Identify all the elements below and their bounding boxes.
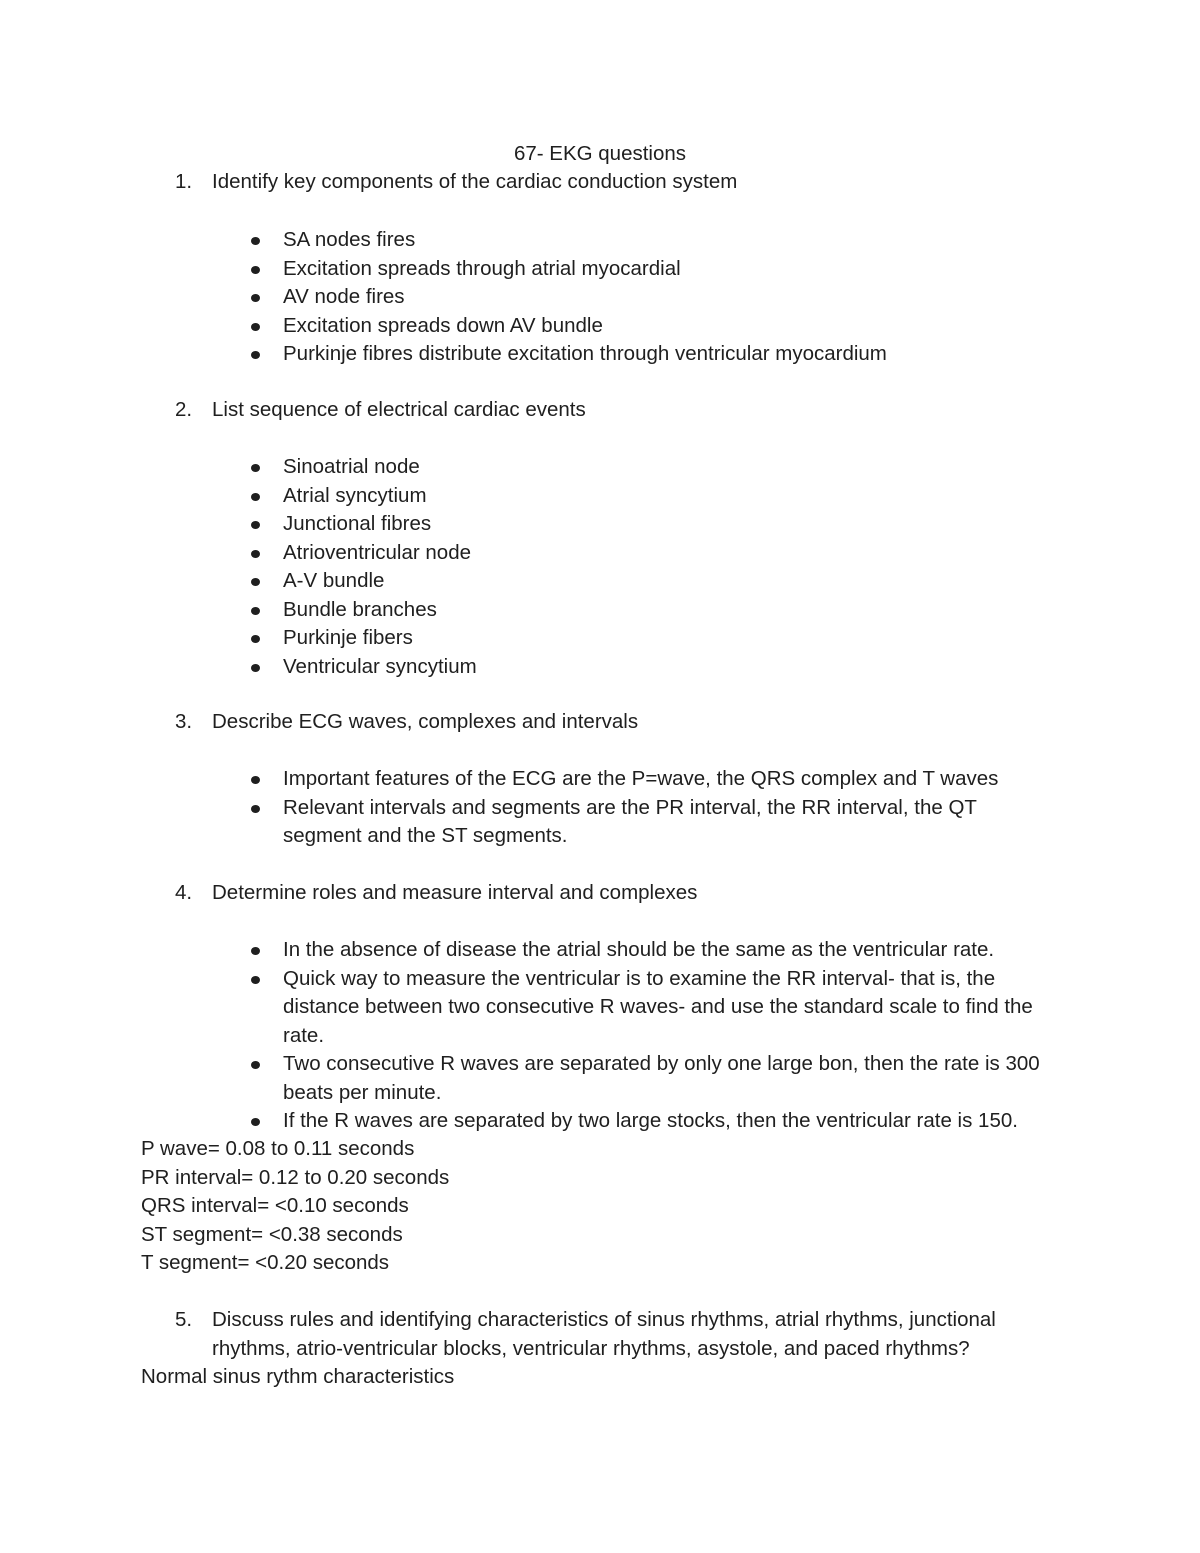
bullet-icon xyxy=(251,464,260,472)
bullet-icon xyxy=(251,1061,260,1069)
bullet-icon xyxy=(251,521,260,529)
list-item: Important features of the ECG are the P=wave, the QRS complex and T waves xyxy=(245,765,1045,794)
bullet-icon xyxy=(251,776,260,784)
document-title: 67- EKG questions xyxy=(513,142,687,165)
list-item: Ventricular syncytium xyxy=(245,653,1045,682)
list-item: Relevant intervals and segments are the PR interval, the RR interval, the QT segment and the ST segments. xyxy=(245,794,1045,851)
list-item: Atrial syncytium xyxy=(245,482,1045,511)
list-item: Purkinje fibres distribute excitation through ventricular myocardium xyxy=(245,340,1045,369)
question-number: 3. xyxy=(175,710,193,733)
question-number: 2. xyxy=(175,398,193,421)
bullet-icon xyxy=(251,607,260,615)
bullet-icon xyxy=(251,635,260,643)
bullet-icon xyxy=(251,578,260,586)
bullet-icon xyxy=(251,237,260,245)
list-item: AV node fires xyxy=(245,283,1045,312)
bullet-icon xyxy=(251,351,260,359)
bullet-icon xyxy=(251,550,260,558)
list-item: Excitation spreads through atrial myocardial xyxy=(245,255,1045,284)
bullet-icon xyxy=(251,493,260,501)
list-item: If the R waves are separated by two large stocks, then the ventricular rate is 150. xyxy=(245,1107,1045,1136)
list-item: Junctional fibres xyxy=(245,510,1045,539)
interval-line: P wave= 0.08 to 0.11 seconds xyxy=(141,1137,415,1160)
question-number: 5. xyxy=(175,1308,193,1331)
bullet-list-1 xyxy=(245,226,1045,369)
bullet-icon xyxy=(251,266,260,274)
question-number: 4. xyxy=(175,881,193,904)
bullet-icon xyxy=(251,1118,260,1126)
list-item: In the absence of disease the atrial should be the same as the ventricular rate. xyxy=(245,936,1045,965)
interval-line: PR interval= 0.12 to 0.20 seconds xyxy=(141,1166,450,1189)
question-number: 1. xyxy=(175,170,193,193)
question-text: Identify key components of the cardiac conduction system xyxy=(212,170,738,193)
list-item: Purkinje fibers xyxy=(245,624,1045,653)
question-text: Discuss rules and identifying characteristics of sinus rhythms, atrial rhythms, junctional rhythms, atrio-ventricular blocks, ventricular rhythms, asystole, and paced rhythms? xyxy=(212,1308,996,1360)
bullet-icon xyxy=(251,976,260,984)
question-text: Describe ECG waves, complexes and intervals xyxy=(212,710,639,733)
bullet-icon xyxy=(251,947,260,955)
interval-line: T segment= <0.20 seconds xyxy=(141,1251,390,1274)
bullet-icon xyxy=(251,294,260,302)
footer-text: Normal sinus rythm characteristics xyxy=(141,1365,455,1388)
bullet-icon xyxy=(251,805,260,813)
question-text: List sequence of electrical cardiac events xyxy=(212,398,586,421)
list-item: Sinoatrial node xyxy=(245,453,1045,482)
interval-line: QRS interval= <0.10 seconds xyxy=(141,1194,409,1217)
question-text: Determine roles and measure interval and complexes xyxy=(212,881,698,904)
list-item: Quick way to measure the ventricular is to examine the RR interval- that is, the distance between two consecutive R waves- and use the standard scale to find the rate. xyxy=(245,965,1045,1051)
list-item: Atrioventricular node xyxy=(245,539,1045,568)
bullet-list-2 xyxy=(245,453,1045,681)
bullet-list-4 xyxy=(245,936,1045,1136)
bullet-icon xyxy=(251,323,260,331)
list-item: Excitation spreads down AV bundle xyxy=(245,312,1045,341)
list-item: A-V bundle xyxy=(245,567,1045,596)
list-item: Bundle branches xyxy=(245,596,1045,625)
bullet-list-3 xyxy=(245,765,1045,851)
list-item: SA nodes fires xyxy=(245,226,1045,255)
interval-line: ST segment= <0.38 seconds xyxy=(141,1223,403,1246)
bullet-icon xyxy=(251,664,260,672)
list-item: Two consecutive R waves are separated by only one large bon, then the rate is 300 beats per minute. xyxy=(245,1050,1045,1107)
